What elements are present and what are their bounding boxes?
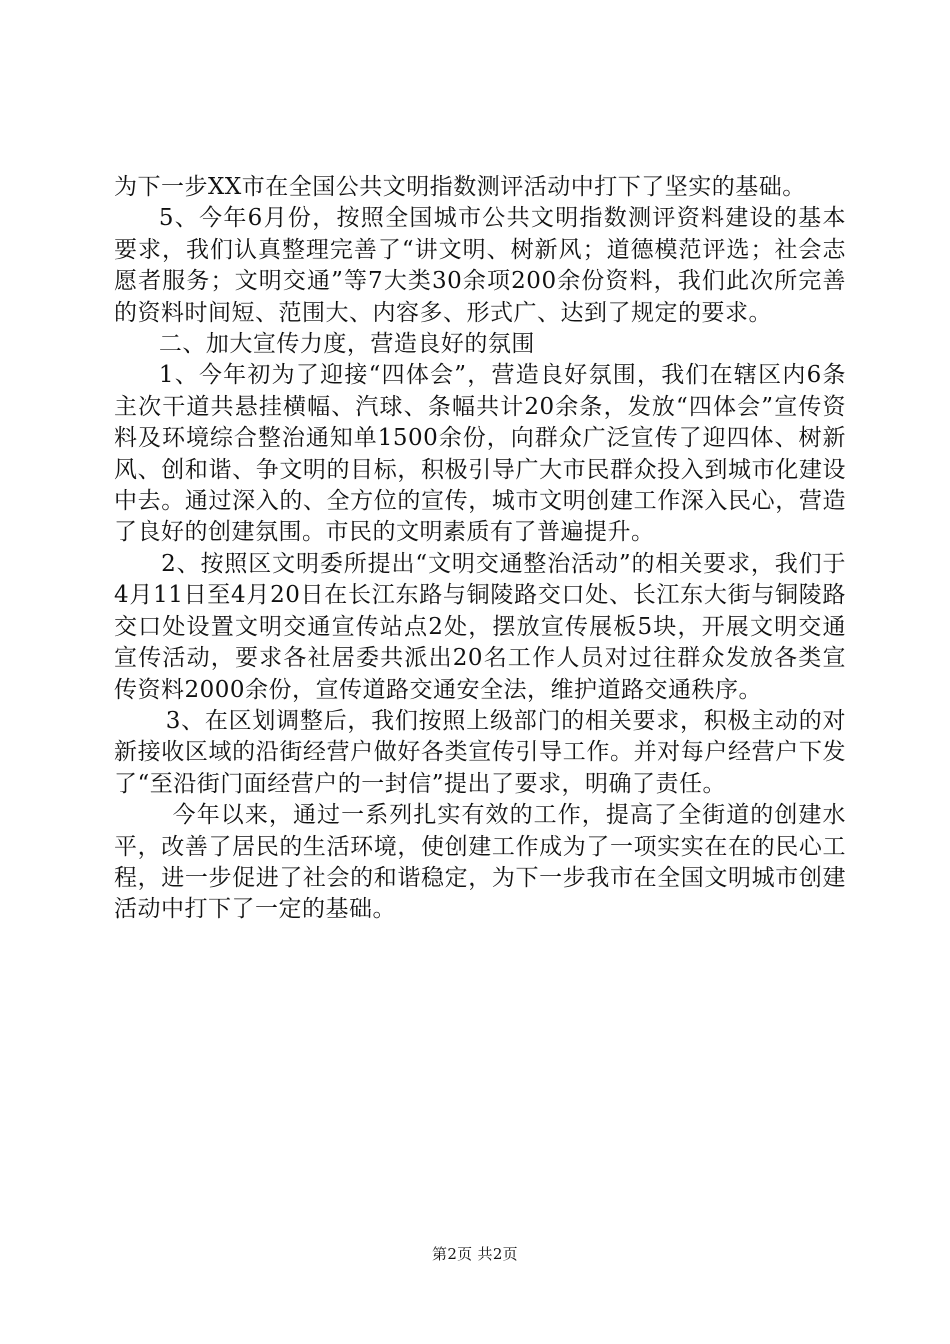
paragraph-continuation: 为下一步XX市在全国公共文明指数测评活动中打下了坚实的基础。 [114,174,806,200]
paragraph-summary: 今年以来，通过一系列扎实有效的工作，提高了全街道的创建水平，改善了居民的生活环境，使创建工作成为了一项实实在在的民心工程，进一步促进了社会的和谐稳定，为下一步我市在全国文明城市创建活动中打下了一定的基础。 [114,802,846,923]
section-heading-2: 二、加大宣传力度，营造良好的氛围 [158,331,535,358]
paragraph-item-5: 5、今年6月份，按照全国城市公共文明指数测评资料建设的基本要求，我们认真整理完善了“讲文明、树新风；道德模范评选；社会志愿者服务；文明交通”等7大类30余项200余份资料，我们此次所完善的资料时间短、范围大、内容多、形式广、达到了规定的要求。 [114,205,846,326]
paragraph-item-1: 1、今年初为了迎接“四体会”，营造良好氛围，我们在辖区内6条主次干道共悬挂横幅、汽球、条幅共计20余条，发放“四体会”宣传资料及环境综合整治通知单1500余份，向群众广泛宣传了迎四体、树新风、创和谐、争文明的目标，积极引导广大市民群众投入到城市化建设中去。通过深入的、全方位的宣传，城市文明创建工作深入民心，营造了良好的创建氛围。市民的文明素质有了普遍提升。 [114,362,846,546]
document-body [114,172,846,926]
paragraph-item-2: 2、按照区文明委所提出“文明交通整治活动”的相关要求，我们于4月11日至4月20日在长江东路与铜陵路交口处、长江东大街与铜陵路交口处设置文明交通宣传站点2处，摆放宣传展板5块，开展文明交通宣传活动，要求各社居委共派出20名工作人员对过往群众发放各类宣传资料2000余份，宣传道路交通安全法，维护道路交通秩序。 [114,550,846,703]
page-footer: 第2页 共2页 [432,1245,518,1263]
paragraph-item-3: 3、在区划调整后，我们按照上级部门的相关要求，积极主动的对新接收区域的沿街经营户做好各类宣传引导工作。并对每户经营户下发了“至沿街门面经营户的一封信”提出了要求，明确了责任。 [114,707,846,797]
